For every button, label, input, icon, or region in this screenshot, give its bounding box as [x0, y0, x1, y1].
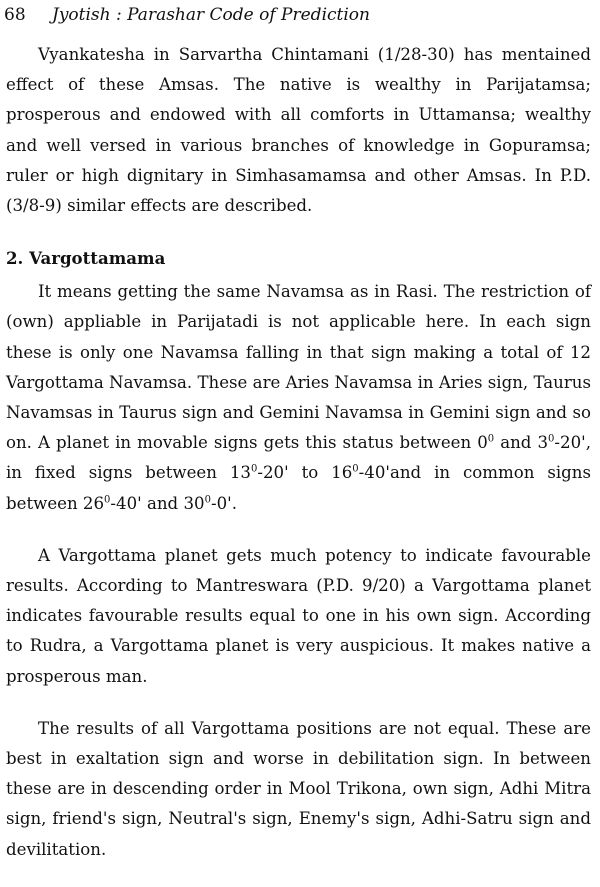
- paragraph-vargottama-potency: A Vargottama planet gets much potency to indicate favourable results. According to Mantreswara (P.D. 9/20) a Vargottama planet indicates favourable results equal to one in his own sign. According to Rudra, a Vargottama planet is very auspicious. It makes native a prosperous man.: [6, 545, 591, 686]
- paragraph-text-end: -0'.: [210, 493, 237, 513]
- page-body: [6, 40, 591, 887]
- degree-value: 30: [183, 493, 205, 513]
- degree-value: 3: [537, 433, 549, 453]
- degree-mark: 0: [104, 494, 111, 506]
- degree-value: 0: [477, 433, 488, 453]
- paragraph-text-and: and: [494, 433, 538, 453]
- degree-mark: 0: [548, 433, 555, 445]
- paragraph-vargottama-results: The results of all Vargottama positions are not equal. These are best in exaltation sign and worse in debilitation sign. In between these are in descending order in Mool Trikona, own sign, Adhi Mitra sign, friend's sign, Neutral's sign, Enemy's sign, Adhi-Satru sign and devilitation.: [6, 718, 591, 859]
- degree-mark: 0: [487, 433, 495, 445]
- degree-mark: 0: [250, 463, 258, 475]
- paragraph-sarvartha-chintamani: Vyankatesha in Sarvartha Chintamani (1/28-30) has mentained effect of these Amsas. The native is wealthy in Parijatamsa; prosperous and endowed with all comforts in Uttamansa; wealthy and well versed in various branches of knowledge in Gopuramsa; ruler or high dignitary in Simhasamamsa and other Amsas. In P.D. (3/8-9) similar effects are described.: [6, 45, 591, 216]
- paragraph-text-start: It means getting the same Navamsa as in Rasi. The restriction of (own) appliable in Parijatadi is not applicable here. In each sign these is only one Navamsa falling in that sign making a total of 12 Vargottama Navamsa. These are Aries Navamsa in Aries sign, Taurus Navamsas in Taurus sign and Gemini Navamsa in Gemini sign and so on. A planet in movable signs gets this status between: [6, 282, 591, 453]
- paragraph-text-and-2: -40' and: [110, 493, 184, 513]
- paragraph-text-to: -20' to: [257, 463, 332, 483]
- degree-value: 16: [331, 463, 353, 483]
- degree-mark: 0: [204, 494, 211, 506]
- page-number: 68: [4, 5, 26, 25]
- degree-mark: 0: [352, 463, 359, 475]
- paragraph-vargottama-definition: [6, 277, 591, 519]
- page-header: [4, 4, 596, 28]
- degree-value: 26: [82, 493, 105, 513]
- paragraph-text-common-signs: -40'and in common signs between: [6, 463, 591, 513]
- degree-value: 13: [229, 463, 251, 483]
- running-head: Jyotish : Parashar Code of Prediction: [52, 5, 370, 25]
- paragraph-text-fixed-signs: -20', in fixed signs between: [6, 433, 591, 483]
- section-heading-vargottamama: 2. Vargottamama: [6, 248, 166, 269]
